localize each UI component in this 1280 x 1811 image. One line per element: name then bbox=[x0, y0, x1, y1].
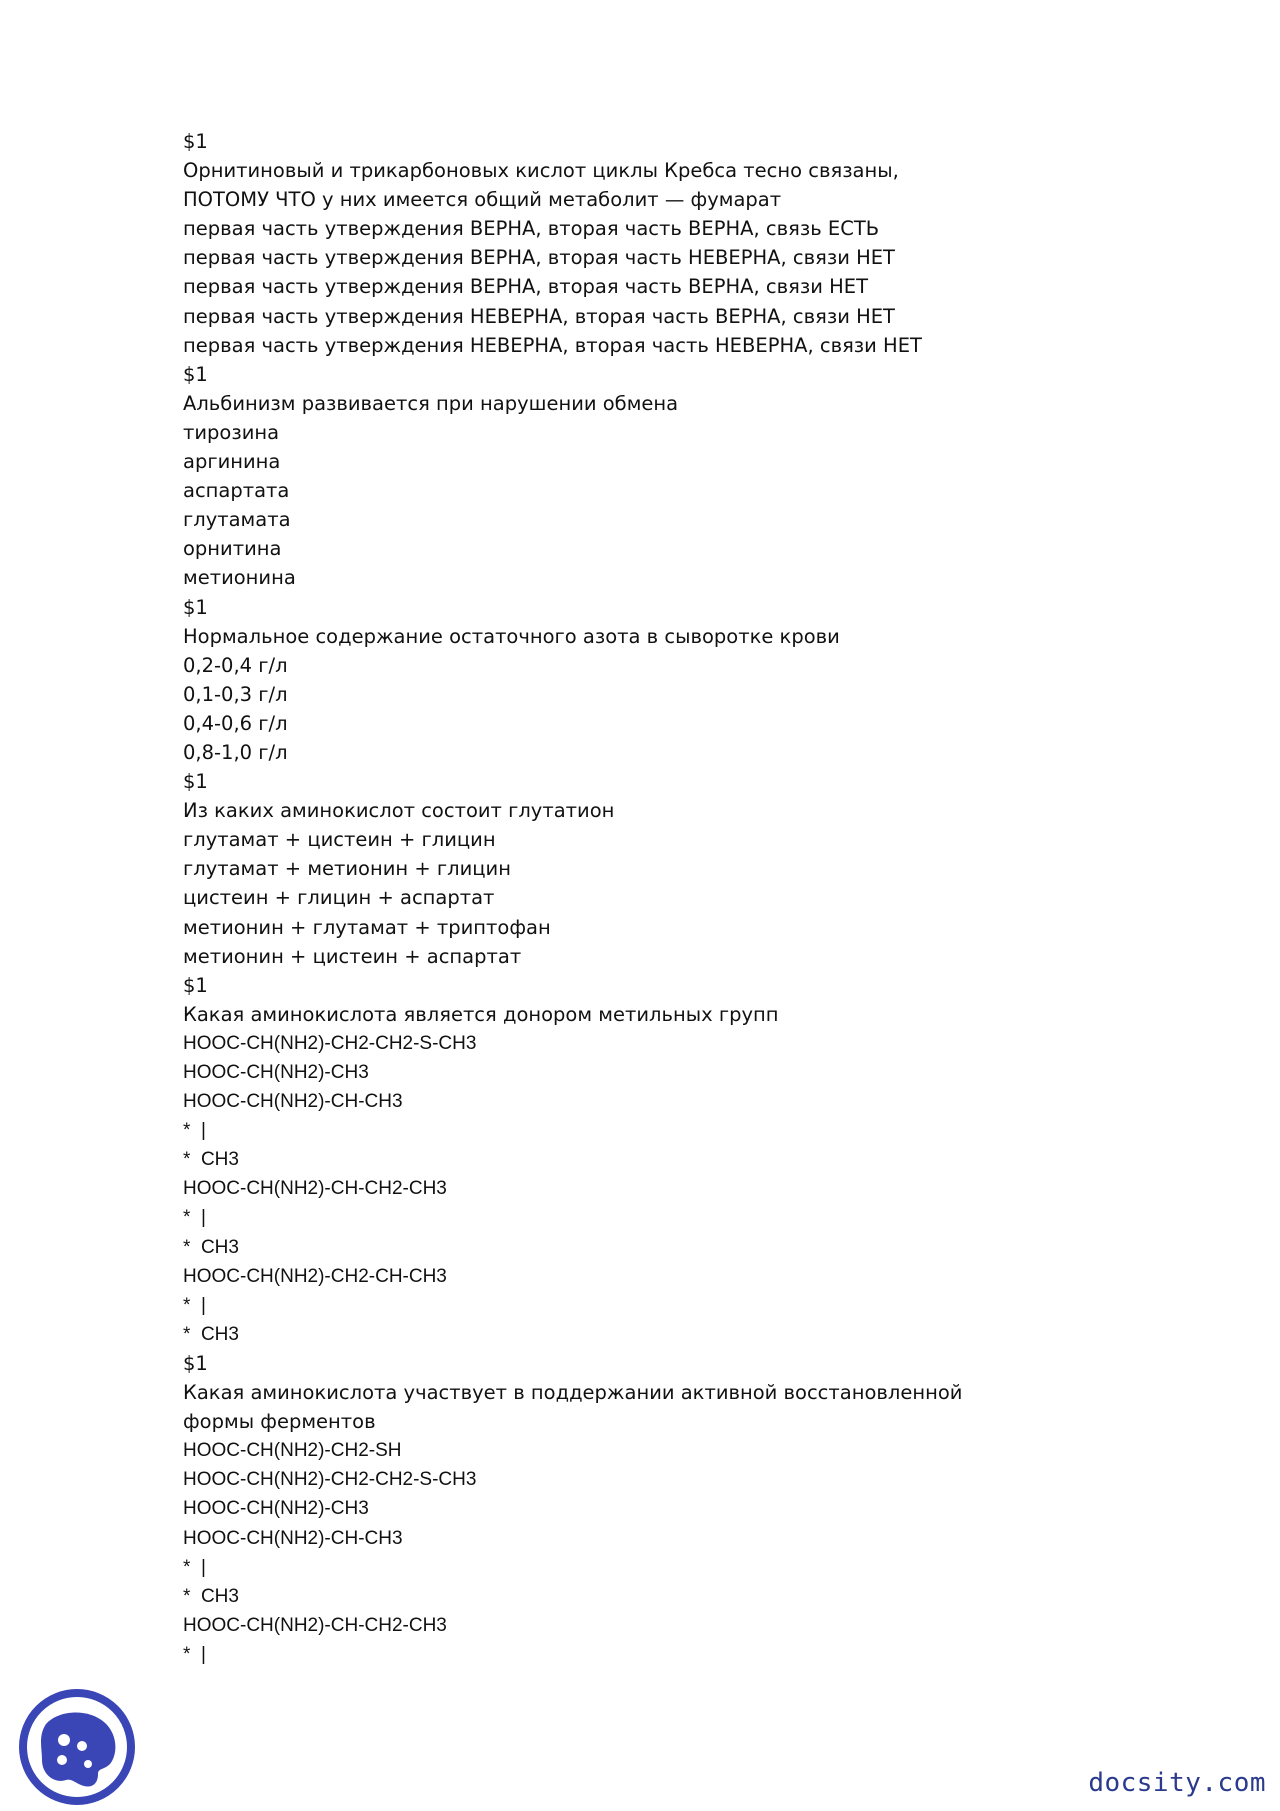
text-line: орнитина bbox=[183, 537, 282, 561]
formula-line: HOOC-CH(NH2)-CH-CH3 bbox=[183, 1091, 403, 1113]
formula-line: * CH3 bbox=[183, 1149, 239, 1171]
text-line: 0,1-0,3 г/л bbox=[183, 682, 288, 706]
text-line: первая часть утверждения ВЕРНА, вторая часть НЕВЕРНА, связи НЕТ bbox=[183, 246, 895, 270]
text-line: глутамат + цистеин + глицин bbox=[183, 828, 496, 852]
text-line: $1 bbox=[183, 362, 208, 386]
text-line: Альбинизм развивается при нарушении обмена bbox=[183, 391, 679, 415]
formula-line: * | bbox=[183, 1556, 206, 1578]
text-line: аспартата bbox=[183, 479, 290, 503]
document-body bbox=[183, 127, 1183, 1669]
formula-line: * | bbox=[183, 1207, 206, 1229]
text-line: тирозина bbox=[183, 420, 280, 444]
formula-line: HOOC-CH(NH2)-CH3 bbox=[183, 1062, 369, 1083]
text-line: первая часть утверждения НЕВЕРНА, вторая часть ВЕРНА, связи НЕТ bbox=[183, 304, 895, 328]
text-line: ПОТОМУ ЧТО у них имеется общий метаболит — фумарат bbox=[183, 188, 782, 212]
formula-line: HOOC-CH(NH2)-CH3 bbox=[183, 1498, 369, 1520]
text-line: $1 bbox=[183, 130, 208, 153]
text-line: глутамат + метионин + глицин bbox=[183, 857, 511, 881]
formula-line: * | bbox=[183, 1294, 206, 1316]
formula-line: * CH3 bbox=[183, 1585, 239, 1607]
formula-line: HOOC-CH(NH2)-CH2-SH bbox=[183, 1440, 402, 1462]
text-line: первая часть утверждения ВЕРНА, вторая часть ВЕРНА, связь ЕСТЬ bbox=[183, 217, 880, 241]
text-line: метионин + глутамат + триптофан bbox=[183, 915, 551, 939]
text-line: Орнитиновый и трикарбоновых кислот циклы Кребса тесно связаны, bbox=[183, 159, 899, 183]
formula-line: HOOC-CH(NH2)-CH2-CH-CH3 bbox=[183, 1265, 447, 1287]
formula-line: HOOC-CH(NH2)-CH-CH2-CH3 bbox=[183, 1178, 447, 1200]
text-line: $1 bbox=[183, 973, 208, 997]
formula-line: * CH3 bbox=[183, 1236, 239, 1258]
formula-line: HOOC-CH(NH2)-CH2-CH2-S-CH3 bbox=[183, 1469, 477, 1491]
formula-line: HOOC-CH(NH2)-CH-CH2-CH3 bbox=[183, 1614, 447, 1636]
text-line: формы ферментов bbox=[183, 1410, 376, 1434]
text-line: 0,2-0,4 г/л bbox=[183, 653, 288, 677]
formula-line: * | bbox=[183, 1643, 206, 1665]
text-line: первая часть утверждения ВЕРНА, вторая часть ВЕРНА, связи НЕТ bbox=[183, 275, 868, 299]
text-line: аргинина bbox=[183, 450, 281, 474]
text-line: $1 bbox=[183, 1351, 208, 1375]
text-line: метионина bbox=[183, 566, 296, 590]
text-line: метионин + цистеин + аспартат bbox=[183, 944, 522, 968]
formula-line: HOOC-CH(NH2)-CH-CH3 bbox=[183, 1527, 403, 1549]
docsity-logo-icon bbox=[18, 1688, 136, 1806]
formula-line: HOOC-CH(NH2)-CH2-CH2-S-CH3 bbox=[183, 1032, 477, 1054]
text-line: $1 bbox=[183, 770, 208, 794]
text-line: Какая аминокислота участвует в поддержании активной восстановленной bbox=[183, 1381, 963, 1405]
text-line: глутамата bbox=[183, 508, 291, 532]
text-line: первая часть утверждения НЕВЕРНА, вторая часть НЕВЕРНА, связи НЕТ bbox=[183, 333, 922, 357]
text-line: Нормальное содержание остаточного азота в сыворотке крови bbox=[183, 624, 840, 648]
formula-line: * | bbox=[183, 1120, 206, 1142]
formula-line: * CH3 bbox=[183, 1323, 239, 1345]
docsity-brand-text[interactable]: docsity.com bbox=[1088, 1768, 1266, 1798]
text-line: Какая аминокислота является донором метильных групп bbox=[183, 1002, 779, 1026]
text-line: цистеин + глицин + аспартат bbox=[183, 886, 495, 910]
text-line: $1 bbox=[183, 595, 208, 619]
text-line: 0,4-0,6 г/л bbox=[183, 711, 288, 735]
text-line: Из каких аминокислот состоит глутатион bbox=[183, 799, 615, 823]
text-line: 0,8-1,0 г/л bbox=[183, 740, 288, 764]
